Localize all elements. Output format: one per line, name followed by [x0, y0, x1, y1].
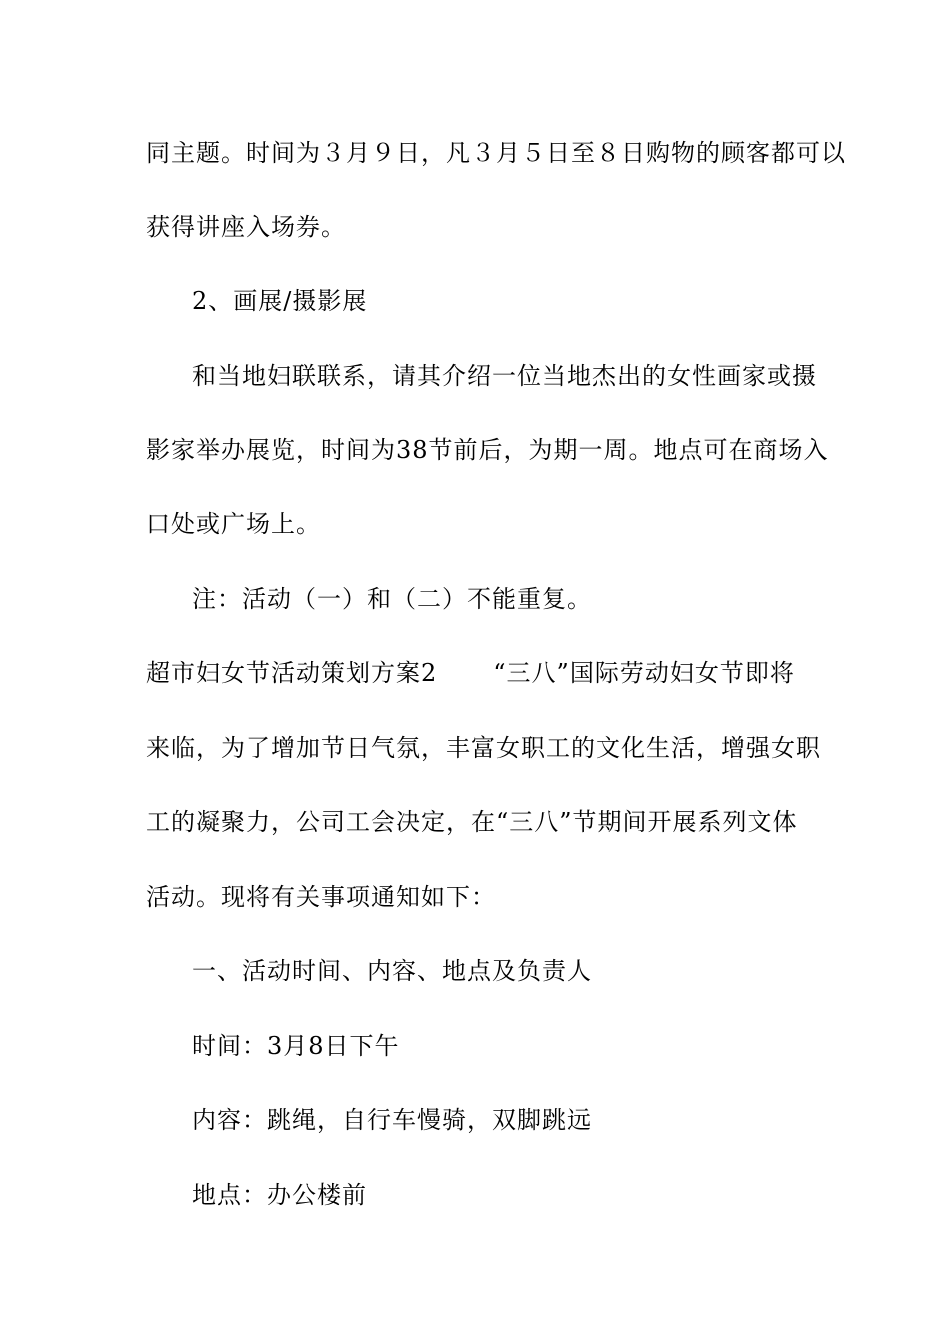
paragraph-line: 工的凝聚力，公司工会决定，在“三八”节期间开展系列文体: [146, 808, 798, 836]
paragraph-line: 影家举办展览，时间为38节前后，为期一周。地点可在商场入: [146, 436, 829, 464]
paragraph-line: 口处或广场上。: [146, 510, 321, 538]
note-line: 注：活动（一）和（二）不能重复。: [192, 585, 592, 613]
detail-content: 内容：跳绳，自行车慢骑，双脚跳远: [192, 1106, 592, 1134]
detail-time: 时间：3月8日下午: [192, 1032, 400, 1060]
paragraph-line: 来临，为了增加节日气氛，丰富女职工的文化生活，增强女职: [146, 734, 821, 762]
paragraph-line: 和当地妇联联系，请其介绍一位当地杰出的女性画家或摄: [192, 362, 817, 390]
section-heading: 一、活动时间、内容、地点及负责人: [192, 957, 592, 985]
detail-location: 地点：办公楼前: [192, 1181, 367, 1209]
paragraph-line: 活动。现将有关事项通知如下：: [146, 883, 496, 911]
paragraph-line: 获得讲座入场券。: [146, 213, 346, 241]
section-heading: 2、画展/摄影展: [192, 287, 368, 315]
title-line: [146, 658, 795, 688]
document-title: 超市妇女节活动策划方案2: [146, 659, 438, 687]
paragraph-start: “三八”国际劳动妇女节即将: [493, 659, 795, 687]
paragraph-line: 同主题。时间为３月９日，凡３月５日至８日购物的顾客都可以: [146, 139, 846, 167]
